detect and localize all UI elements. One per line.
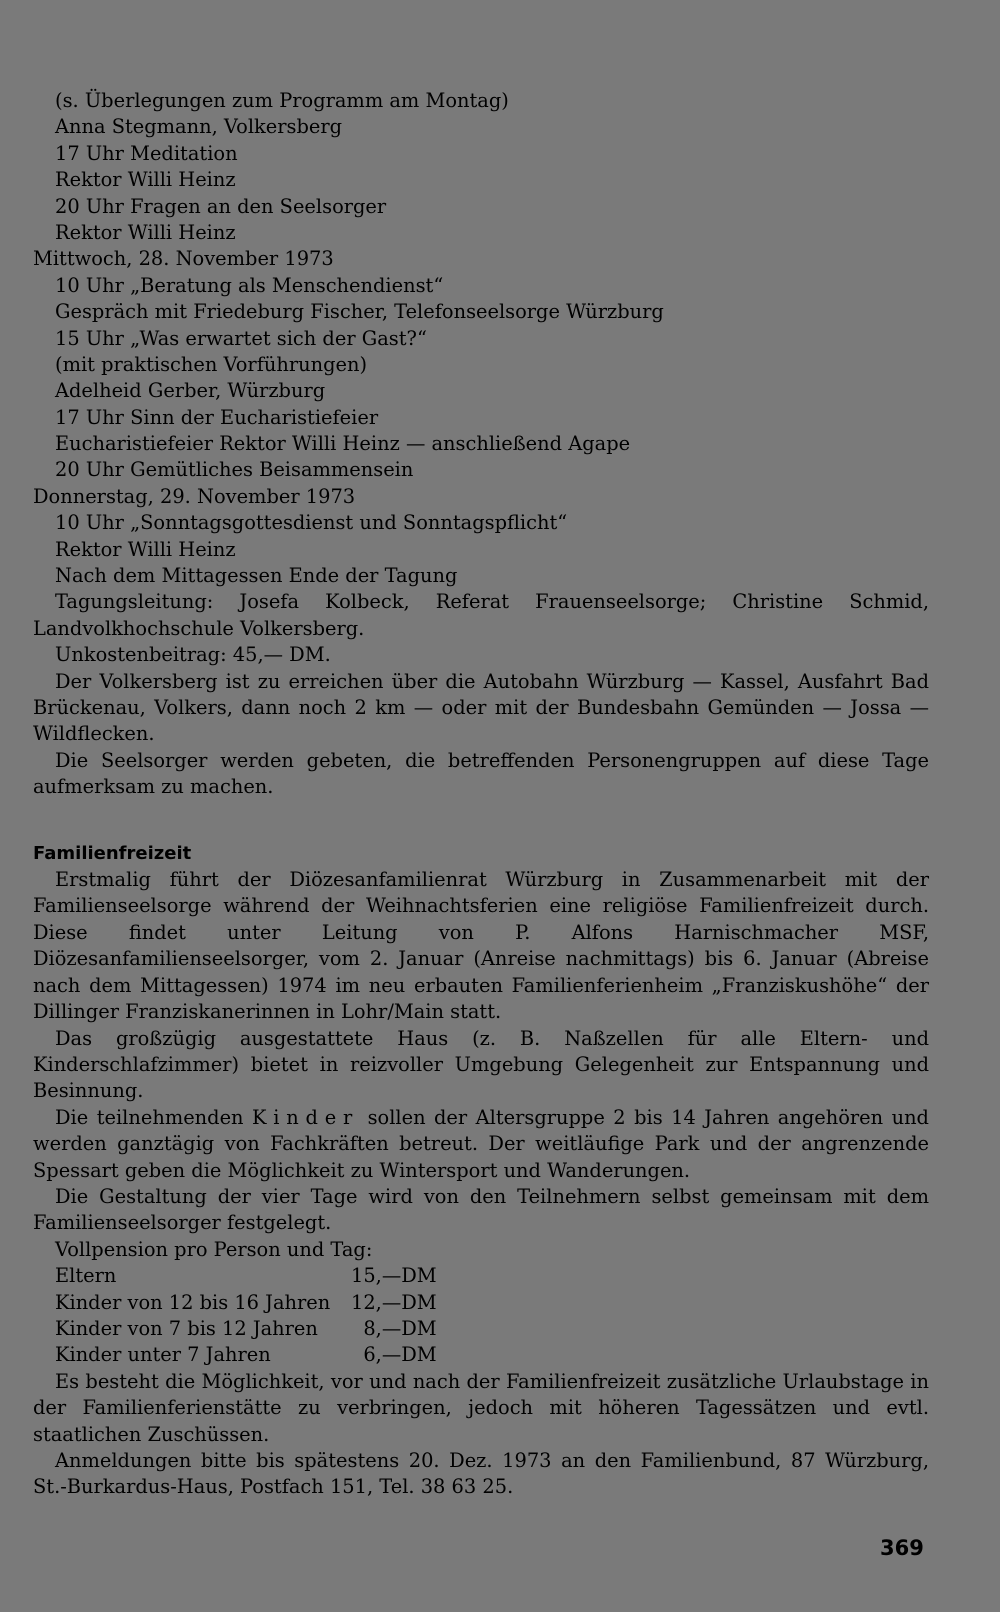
price-amount: 12,— — [351, 1290, 402, 1314]
schedule-line: 20 Uhr Gemütliches Beisammensein — [55, 458, 414, 482]
price-label: Kinder von 7 bis 12 Jahren — [55, 1316, 318, 1340]
price-currency: DM — [401, 1316, 437, 1340]
schedule-line: Rektor Willi Heinz — [55, 537, 236, 561]
schedule-line: (s. Überlegungen zum Programm am Montag) — [55, 89, 509, 112]
schedule-day: Mittwoch, 28. November 1973 — [33, 247, 334, 271]
price-amount: 8,— — [363, 1316, 402, 1340]
price-currency: DM — [401, 1290, 437, 1314]
schedule-line: Nach dem Mittagessen Ende der Tagung — [55, 564, 458, 588]
price-label: Eltern — [55, 1264, 117, 1288]
family-paragraph-intro: Erstmalig führt der Diözesanfamilienrat Würzburg in Zusammenarbeit mit der Familienseelsorge während der Weihnachtsferien eine religiöse Familienfreizeit durch. Diese findet unter Leitung von P. Alfons Harnischmacher MSF, Diözesanfamilienseelsorger, vom 2. Januar (Anreise nachmittags) bis 6. Januar (Abreise nach dem Mittagessen) 1974 im neu erbauten Familienferienheim „Franziskushöhe“ der Dillinger Franziskanerinnen in Lohr/Main statt. — [33, 868, 929, 1024]
pension-title: Vollpension pro Person und Tag: — [55, 1237, 373, 1261]
schedule-line: Anna Stegmann, Volkersberg — [55, 115, 343, 139]
schedule-line: Rektor Willi Heinz — [55, 220, 236, 244]
schedule-line: (mit praktischen Vorführungen) — [55, 352, 368, 376]
price-label: Kinder von 12 bis 16 Jahren — [55, 1290, 331, 1314]
section-heading: Familienfreizeit — [33, 842, 192, 864]
table-row — [55, 1316, 437, 1342]
schedule-line: Gespräch mit Friedeburg Fischer, Telefonseelsorge Würzburg — [55, 300, 664, 324]
fee-paragraph: Unkostenbeitrag: 45,— DM. — [55, 643, 331, 667]
table-row — [55, 1263, 437, 1289]
price-label: Kinder unter 7 Jahren — [55, 1343, 271, 1367]
family-paragraph-extra-days: Es besteht die Möglichkeit, vor und nach der Familienfreizeit zusätzliche Urlaubstage in der Familienferienstätte zu verbringen, jedoch mit höheren Tagessätzen und evtl. staatlichen Zuschüssen. — [33, 1369, 929, 1446]
conference-lead-paragraph: Tagungsleitung: Josefa Kolbeck, Referat Frauenseelsorge; Christine Schmid, Landvolkhochschule Volkersberg. — [33, 590, 929, 640]
price-currency: DM — [401, 1264, 437, 1288]
section-spacer — [33, 801, 929, 827]
price-table — [55, 1263, 437, 1369]
program-schedule — [33, 88, 929, 589]
family-paragraph-planning: Die Gestaltung der vier Tage wird von den Teilnehmern selbst gemeinsam mit dem Familienseelsorger festgelegt. — [33, 1184, 929, 1235]
price-currency: DM — [401, 1343, 437, 1367]
schedule-line: 20 Uhr Fragen an den Seelsorger — [55, 194, 387, 218]
schedule-line: 10 Uhr „Beratung als Menschendienst“ — [55, 273, 444, 297]
price-amount: 6,— — [363, 1343, 402, 1367]
schedule-day: Donnerstag, 29. November 1973 — [33, 484, 356, 508]
children-text-before: Die teilnehmenden — [55, 1105, 244, 1129]
directions-paragraph: Der Volkersberg ist zu erreichen über die Autobahn Würzburg — Kassel, Ausfahrt Bad Brückenau, Volkers, dann noch 2 km — oder mit der Bundesbahn Gemünden — Jossa — Wildflecken. — [33, 669, 929, 746]
page-number: 369 — [880, 1536, 924, 1560]
table-row — [55, 1290, 437, 1316]
family-paragraph-children — [33, 1105, 929, 1184]
schedule-line: Adelheid Gerber, Würzburg — [55, 379, 326, 403]
children-text-after: sollen der Altersgruppe 2 bis 14 Jahren angehören und werden ganztägig von Fachkräften betreut. Der weitläufige Park und der angrenzende Spessart geben die Möglichkeit zu Wintersport und Wanderungen. — [33, 1105, 929, 1182]
family-paragraph-house: Das großzügig ausgestattete Haus (z. B. Naßzellen für alle Eltern- und Kinderschlafzimmer) bietet in reizvoller Umgebung Gelegenheit zur Entspannung und Besinnung. — [33, 1026, 929, 1103]
document-page — [33, 88, 929, 1501]
schedule-line: 17 Uhr Meditation — [55, 141, 238, 165]
section-spacer — [33, 827, 929, 841]
family-paragraph-registration: Anmeldungen bitte bis spätestens 20. Dez. 1973 an den Familienbund, 87 Würzburg, St.-Burkardus-Haus, Postfach 151, Tel. 38 63 25. — [33, 1448, 929, 1499]
schedule-line: 17 Uhr Sinn der Eucharistiefeier — [55, 405, 379, 429]
schedule-line: Eucharistiefeier Rektor Willi Heinz — anschließend Agape — [55, 432, 631, 456]
price-amount: 15,— — [351, 1264, 402, 1288]
children-spaced-word: Kinder — [252, 1105, 360, 1129]
pastors-note-paragraph: Die Seelsorger werden gebeten, die betreffenden Personengruppen auf diese Tage aufmerksam zu machen. — [33, 748, 929, 799]
table-row — [55, 1342, 437, 1368]
schedule-line: 15 Uhr „Was erwartet sich der Gast?“ — [55, 326, 427, 350]
schedule-line: 10 Uhr „Sonntagsgottesdienst und Sonntagspflicht“ — [55, 511, 568, 535]
schedule-line: Rektor Willi Heinz — [55, 168, 236, 192]
